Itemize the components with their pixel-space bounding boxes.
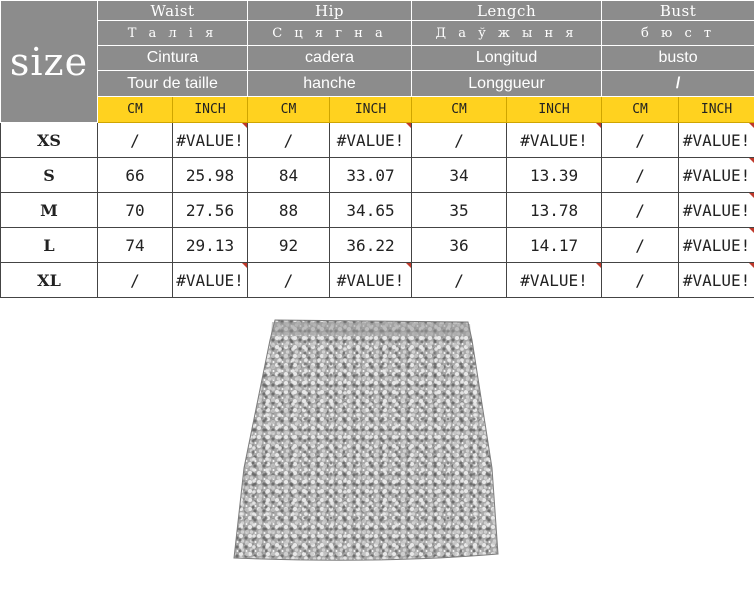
inch-value-cell: #VALUE!	[330, 123, 412, 158]
unit-cm: CM	[412, 97, 507, 123]
cm-value-cell: /	[412, 263, 507, 298]
inch-value-cell: 13.39	[507, 158, 602, 193]
inch-value-cell: #VALUE!	[330, 263, 412, 298]
cm-value-cell: 36	[412, 228, 507, 263]
inch-value-cell: #VALUE!	[679, 158, 754, 193]
unit-inch: INCH	[679, 97, 754, 123]
col-waist-fr: Tour de taille	[98, 71, 248, 97]
table-row	[1, 228, 754, 263]
inch-value-cell: 25.98	[173, 158, 248, 193]
unit-inch: INCH	[330, 97, 412, 123]
cm-value-cell: /	[602, 123, 679, 158]
size-label: S	[1, 158, 98, 193]
col-waist-uk: Т а л і я	[98, 21, 248, 46]
cm-value-cell: 92	[248, 228, 330, 263]
inch-value-cell: 14.17	[507, 228, 602, 263]
cm-value-cell: /	[248, 263, 330, 298]
inch-value-cell: #VALUE!	[173, 123, 248, 158]
col-length-uk: Д а ў ж ы н я	[412, 21, 602, 46]
inch-value-cell: #VALUE!	[679, 228, 754, 263]
table-row	[1, 158, 754, 193]
cm-value-cell: 88	[248, 193, 330, 228]
inch-value-cell: #VALUE!	[679, 123, 754, 158]
cm-value-cell: 70	[98, 193, 173, 228]
cm-value-cell: /	[602, 193, 679, 228]
cm-value-cell: /	[602, 158, 679, 193]
cm-value-cell: 66	[98, 158, 173, 193]
table-row	[1, 193, 754, 228]
col-bust-uk: б ю с т	[602, 21, 754, 46]
table-row	[1, 263, 754, 298]
col-hip-fr: hanche	[248, 71, 412, 97]
cm-value-cell: /	[98, 263, 173, 298]
size-label: L	[1, 228, 98, 263]
col-hip-uk: С ц я г н а	[248, 21, 412, 46]
inch-value-cell: 13.78	[507, 193, 602, 228]
col-hip-en: Hip	[248, 1, 412, 21]
inch-value-cell: 36.22	[330, 228, 412, 263]
cm-value-cell: 84	[248, 158, 330, 193]
cm-value-cell: 35	[412, 193, 507, 228]
cm-value-cell: /	[248, 123, 330, 158]
cm-value-cell: 34	[412, 158, 507, 193]
col-waist-es: Cintura	[98, 46, 248, 71]
cm-value-cell: /	[412, 123, 507, 158]
col-length-fr: Longgueur	[412, 71, 602, 97]
inch-value-cell: #VALUE!	[679, 193, 754, 228]
inch-value-cell: 27.56	[173, 193, 248, 228]
cm-value-cell: /	[98, 123, 173, 158]
inch-value-cell: #VALUE!	[507, 123, 602, 158]
inch-value-cell: #VALUE!	[173, 263, 248, 298]
col-waist-en: Waist	[98, 1, 248, 21]
col-hip-es: cadera	[248, 46, 412, 71]
col-length-en: Lengch	[412, 1, 602, 21]
size-header: size	[1, 1, 98, 123]
inch-value-cell: #VALUE!	[679, 263, 754, 298]
table-row	[1, 123, 754, 158]
size-label: XL	[1, 263, 98, 298]
col-bust-en: Bust	[602, 1, 754, 21]
cm-value-cell: /	[602, 228, 679, 263]
unit-inch: INCH	[173, 97, 248, 123]
product-image	[230, 318, 528, 570]
unit-inch: INCH	[507, 97, 602, 123]
sequin-skirt-illustration	[230, 318, 528, 570]
cm-value-cell: 74	[98, 228, 173, 263]
inch-value-cell: 29.13	[173, 228, 248, 263]
cm-value-cell: /	[602, 263, 679, 298]
inch-value-cell: #VALUE!	[507, 263, 602, 298]
unit-cm: CM	[248, 97, 330, 123]
inch-value-cell: 33.07	[330, 158, 412, 193]
col-bust-fr: /	[602, 71, 754, 97]
unit-cm: CM	[602, 97, 679, 123]
size-label: M	[1, 193, 98, 228]
unit-cm: CM	[98, 97, 173, 123]
col-bust-es: busto	[602, 46, 754, 71]
size-label: XS	[1, 123, 98, 158]
col-length-es: Longitud	[412, 46, 602, 71]
inch-value-cell: 34.65	[330, 193, 412, 228]
